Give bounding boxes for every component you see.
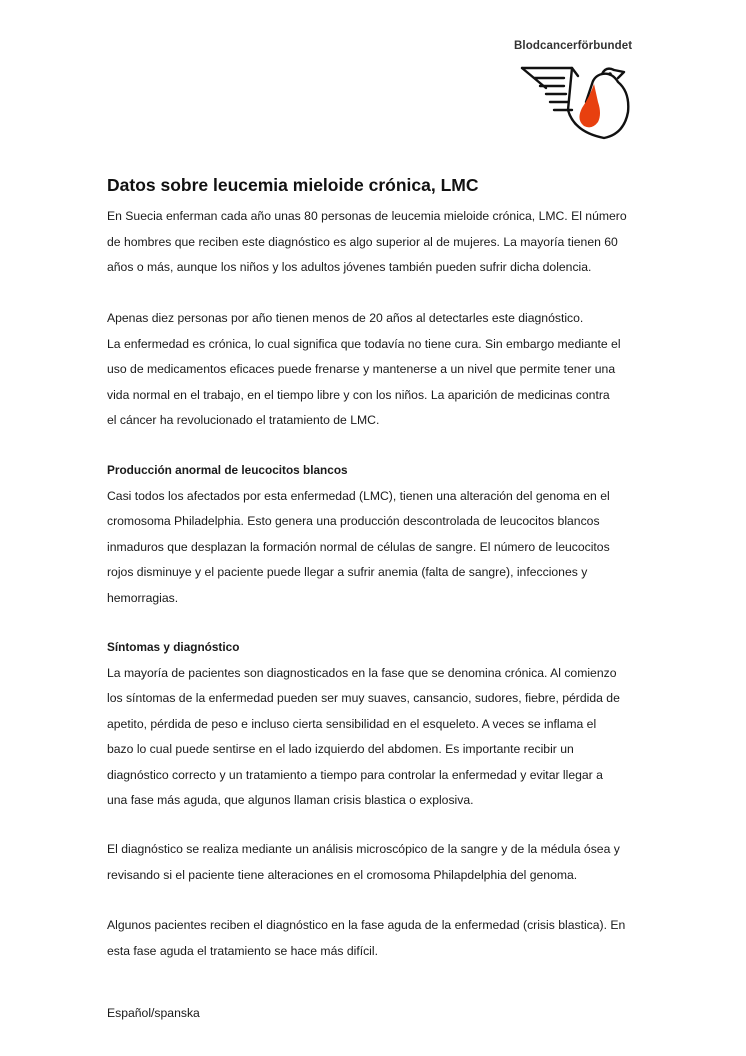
footer-text: Español/spanska xyxy=(107,1006,200,1020)
text-line: Casi todos los afectados por esta enfermedad (LMC), tienen una alteración del genoma en el xyxy=(107,488,610,503)
text-line: cromosoma Philadelphia. Esto genera una producción descontrolada de leucocitos blancos xyxy=(107,514,600,528)
text-line: inmaduros que desplazan la formación normal de células de sangre. El número de leucocitos xyxy=(107,539,610,554)
text-line: Algunos pacientes reciben el diagnóstico en la fase aguda de la enfermedad (crisis blastica). En xyxy=(107,918,626,932)
dove-outline xyxy=(522,68,628,138)
section-sintomas xyxy=(107,635,647,814)
text-line: apetito, pérdida de peso e incluso cierta sensibilidad en el esqueleto. A veces se inflama el xyxy=(107,716,597,731)
intro-paragraph xyxy=(107,204,647,281)
text-line: Apenas diez personas por año tienen menos de 20 años al detectarles este diagnóstico. xyxy=(107,311,584,325)
text-line: revisando si el paciente tiene alteraciones en el cromosoma Philapdelphia del genoma. xyxy=(107,867,578,882)
document-title: Datos sobre leucemia mieloide crónica, LMC xyxy=(107,175,479,195)
diagnosis-paragraph xyxy=(107,837,647,888)
text-line: una fase más aguda, que algunos llaman crisis blastica o explosiva. xyxy=(107,793,474,807)
text-line: esta fase aguda el tratamiento se hace más difícil. xyxy=(107,943,378,958)
dove-eye xyxy=(608,72,612,76)
dove-logo-icon xyxy=(520,62,632,142)
chronic-paragraph xyxy=(107,306,647,434)
text-line: uso de medicamentos eficaces puede frenarse y mantenerse a un nivel que permite tener una xyxy=(107,362,616,376)
section-leucocitos xyxy=(107,458,647,611)
acute-phase-paragraph xyxy=(107,913,647,964)
text-line: vida normal en el trabajo, en el tiempo libre y con los niños. La aparición de medicinas contra xyxy=(107,387,610,402)
language-footer xyxy=(107,1001,647,1027)
text-line: En Suecia enferman cada año unas 80 personas de leucemia mieloide crónica, LMC. El número xyxy=(107,209,627,223)
text-line: el cáncer ha revolucionado el tratamiento de LMC. xyxy=(107,413,380,427)
text-line: años o más, aunque los niños y los adultos jóvenes también pueden sufrir dicha dolencia. xyxy=(107,260,592,274)
text-line: bazo lo cual puede sentirse en el lado izquierdo del abdomen. Es importante recibir un xyxy=(107,742,574,756)
text-line: diagnóstico correcto y un tratamiento a tiempo para controlar la enfermedad y evitar llegar a xyxy=(107,767,603,782)
section-heading: Síntomas y diagnóstico xyxy=(107,640,240,654)
text-line: La mayoría de pacientes son diagnosticados en la fase que se denomina crónica. Al comienzo xyxy=(107,665,617,680)
text-line: hemorragias. xyxy=(107,590,179,605)
text-line: La enfermedad es crónica, lo cual significa que todavía no tiene cura. Sin embargo mediante el xyxy=(107,336,621,351)
text-line: rojos disminuye y el paciente puede llegar a sufrir anemia (falta de sangre), infecciones y xyxy=(107,565,588,579)
organization-name: Blodcancerförbundet xyxy=(514,40,633,52)
section-heading: Producción anormal de leucocitos blancos xyxy=(107,463,348,477)
text-line: El diagnóstico se realiza mediante un análisis microscópico de la sangre y de la médula ósea y xyxy=(107,842,620,856)
text-line: los síntomas de la enfermedad pueden ser muy suaves, cansancio, sudores, fiebre, pérdida de xyxy=(107,691,620,705)
text-line: de hombres que reciben este diagnóstico es algo superior al de mujeres. La mayoría tienen 60 xyxy=(107,234,618,249)
